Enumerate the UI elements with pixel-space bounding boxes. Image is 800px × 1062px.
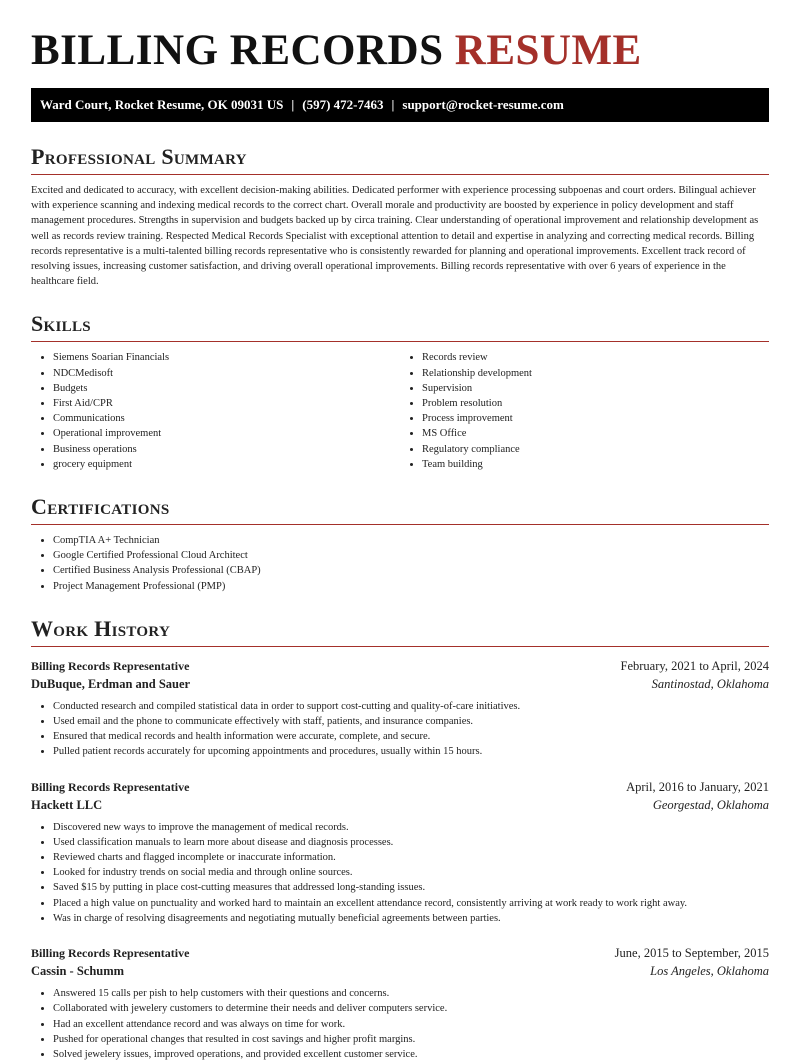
skills-grid xyxy=(31,342,769,472)
job-title: Billing Records Representative xyxy=(31,946,190,961)
job-location: Georgestad, Oklahoma xyxy=(652,797,769,812)
skill-item: • NDCMedisoft xyxy=(53,366,400,381)
skill-item: • First Aid/CPR xyxy=(53,396,400,411)
certifications-list xyxy=(31,533,769,594)
title-main: BILLING RECORDS xyxy=(31,27,444,74)
skills-section xyxy=(31,311,769,472)
job-bullet: • Looked for industry trends on social media and through online sources. xyxy=(53,865,769,880)
job-company: Hackett LLC xyxy=(31,797,103,812)
job-bullet: • Used email and the phone to communicate effectively with staff, patients, and insurance companies. xyxy=(53,714,769,729)
section-heading-work-history: Work History xyxy=(31,616,769,647)
job-location: Santinostad, Oklahoma xyxy=(651,676,769,691)
job-title: Billing Records Representative xyxy=(31,779,190,794)
skill-item: • Process improvement xyxy=(422,411,769,426)
skill-item: • Communications xyxy=(53,411,400,426)
skills-list-left xyxy=(31,350,400,472)
job-bullet: • Conducted research and compiled statistical data in order to support cost-cutting and quality-of-care initiatives. xyxy=(53,699,769,714)
job-bullet: • Reviewed charts and flagged incomplete or inaccurate information. xyxy=(53,850,769,865)
title-accent: RESUME xyxy=(454,27,642,74)
skill-item: • Relationship development xyxy=(422,366,769,381)
job-dates: April, 2016 to January, 2021 xyxy=(626,779,769,794)
job-entry xyxy=(31,944,769,1062)
job-title: Billing Records Representative xyxy=(31,658,190,673)
job-bullet: • Pulled patient records accurately for upcoming appointments and procedures, usually within 15 hours. xyxy=(53,744,769,759)
skill-item: • Supervision xyxy=(422,381,769,396)
skill-item: • Operational improvement xyxy=(53,426,400,441)
contact-separator: | xyxy=(391,97,395,112)
section-heading-skills: Skills xyxy=(31,311,769,342)
summary-section xyxy=(31,144,769,289)
contact-separator: | xyxy=(291,97,295,112)
job-bullets xyxy=(31,699,769,760)
job-bullet: • Discovered new ways to improve the management of medical records. xyxy=(53,820,769,835)
certifications-section xyxy=(31,494,769,594)
job-location: Los Angeles, Oklahoma xyxy=(650,964,769,979)
certification-item: • Google Certified Professional Cloud Architect xyxy=(53,548,769,563)
skill-item: • Siemens Soarian Financials xyxy=(53,350,400,365)
job-bullet: • Answered 15 calls per pish to help customers with their questions and concerns. xyxy=(53,986,769,1001)
job-bullets xyxy=(31,986,769,1062)
job-bullet: • Ensured that medical records and health information were accurate, complete, and secure. xyxy=(53,729,769,744)
job-company: Cassin - Schumm xyxy=(31,964,125,979)
job-bullet: • Used classification manuals to learn more about disease and diagnosis processes. xyxy=(53,835,769,850)
job-entry xyxy=(31,657,769,760)
certification-item: • Project Management Professional (PMP) xyxy=(53,579,769,594)
skill-item: • MS Office xyxy=(422,426,769,441)
summary-text: Excited and dedicated to accuracy, with excellent decision-making abilities. Dedicated performer with experience processing subpoenas and court orders. Bilingual achiever with experience scanning and indexing medical records to the correct chart. Overall morale and productivity are boosted by experience in policy development and staff management procedures. Strengths in supervision and budgets backed up by circa training. Clear understanding of operational improvement and relationship development as well as records review training. Respected Medical Records Specialist with exceptional attention to detail and expertise in analyzing and correcting medical records. Billing records representative is a multi-talented billing records representative who is consistently rewarded for planning and operational improvements. Excellent track record of resolving issues, increasing customer satisfaction, and driving overall operational improvements. Billing records representative with over 6 years of experience in the healthcare field. xyxy=(31,185,759,288)
skill-item: • Regulatory compliance xyxy=(422,442,769,457)
skill-item: • grocery equipment xyxy=(53,457,400,472)
job-bullet: • Was in charge of resolving disagreements and negotiating mutually beneficial agreements between parties. xyxy=(53,911,769,926)
certification-item: • Certified Business Analysis Professional (CBAP) xyxy=(53,563,769,578)
job-bullet: • Pushed for operational changes that resulted in cost savings and higher profit margins. xyxy=(53,1032,769,1047)
skills-list-right xyxy=(400,350,769,472)
job-entry xyxy=(31,778,769,926)
contact-bar xyxy=(31,88,769,122)
section-heading-certifications: Certifications xyxy=(31,494,769,525)
skill-item: • Business operations xyxy=(53,442,400,457)
skill-item: • Problem resolution xyxy=(422,396,769,411)
contact-email[interactable]: support@rocket-resume.com xyxy=(402,97,564,112)
resume-title xyxy=(31,28,769,74)
job-bullets xyxy=(31,820,769,926)
skill-item: • Team building xyxy=(422,457,769,472)
job-dates: February, 2021 to April, 2024 xyxy=(620,658,769,673)
job-bullet: • Placed a high value on punctuality and worked hard to maintain an excellent attendance record, consistently arriving at work ready to work right away. xyxy=(53,896,769,911)
work-history-section xyxy=(31,616,769,1062)
job-company: DuBuque, Erdman and Sauer xyxy=(31,676,191,691)
job-dates: June, 2015 to September, 2015 xyxy=(614,946,769,961)
contact-address: Ward Court, Rocket Resume, OK 09031 US xyxy=(40,97,284,112)
skill-item: • Records review xyxy=(422,350,769,365)
contact-phone: (597) 472-7463 xyxy=(302,97,384,112)
skill-item: • Budgets xyxy=(53,381,400,396)
certification-item: • CompTIA A+ Technician xyxy=(53,533,769,548)
job-bullet: • Had an excellent attendance record and was always on time for work. xyxy=(53,1017,769,1032)
job-bullet: • Solved jewelery issues, improved operations, and provided excellent customer service. xyxy=(53,1047,769,1062)
section-heading-summary: Professional Summary xyxy=(31,144,769,175)
job-bullet: • Saved $15 by putting in place cost-cutting measures that addressed long-standing issues. xyxy=(53,880,769,895)
job-bullet: • Collaborated with jewelery customers to determine their needs and deliver computers service. xyxy=(53,1001,769,1016)
